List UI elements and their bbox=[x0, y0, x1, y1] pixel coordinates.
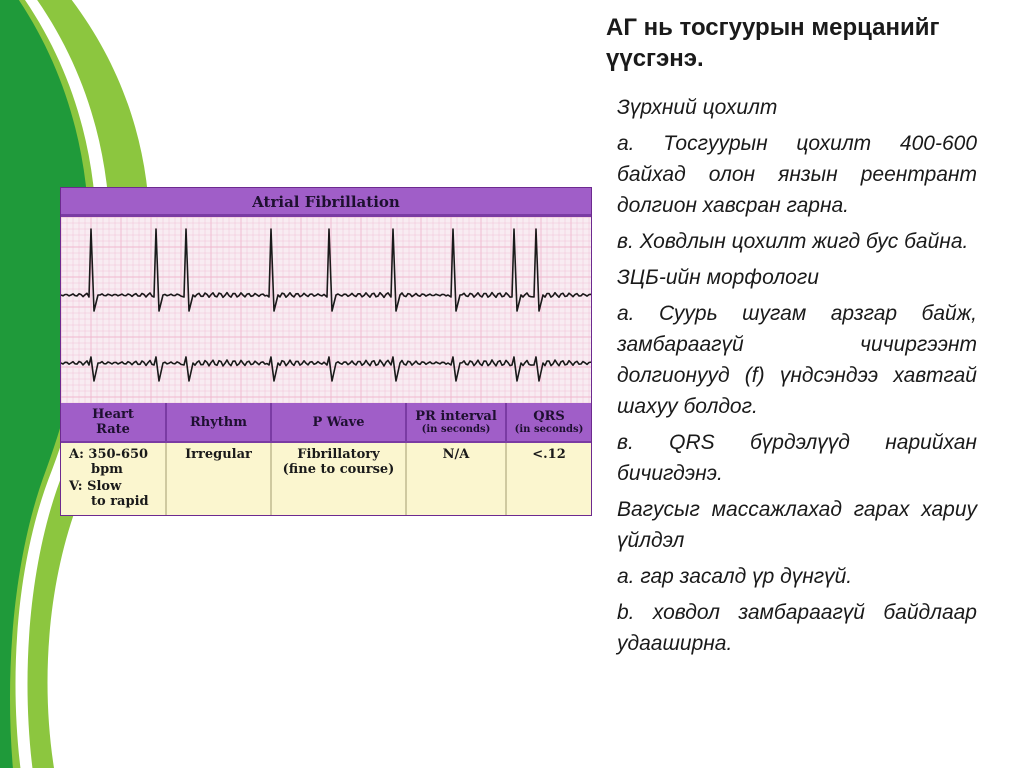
value-rhythm: Irregular bbox=[166, 442, 271, 515]
value-qrs: <.12 bbox=[506, 442, 591, 515]
paragraph-ventricular-rate: в. Ховдлын цохилт жигд бус байна. bbox=[617, 230, 969, 253]
ecg-trace-lower bbox=[61, 357, 591, 381]
ecg-trace-upper bbox=[61, 229, 591, 311]
header-pr-interval bbox=[406, 403, 506, 442]
slide-body bbox=[617, 92, 977, 664]
ecg-grid bbox=[61, 217, 591, 403]
header-qrs-label: QRS bbox=[533, 409, 565, 424]
header-pr-interval-unit: (in seconds) bbox=[421, 424, 491, 435]
p-wave-line2: (fine to course) bbox=[282, 462, 395, 477]
heart-rate-ventricular: V: Slow bbox=[69, 479, 122, 494]
heart-rate-atrial-unit: bpm bbox=[91, 462, 123, 477]
figure-title: Atrial Fibrillation bbox=[61, 188, 591, 217]
header-pr-interval-label: PR interval bbox=[415, 409, 497, 424]
header-heart-rate bbox=[61, 403, 166, 442]
value-pr-interval: N/A bbox=[406, 442, 506, 515]
header-p-wave: P Wave bbox=[271, 403, 406, 442]
paragraph-atrial-rate: а. Тосгуурын цохилт 400-600 байхад олон янзын реентрант долгион хавсран гарна. bbox=[617, 132, 977, 217]
afib-criteria-table bbox=[61, 403, 591, 515]
paragraph-ecg-morphology-heading: ЗЦБ-ийн морфологи bbox=[617, 266, 819, 289]
paragraph-vagal-b: b. ховдол замбараагүй байдлаар удааширна. bbox=[617, 601, 977, 655]
table-header-row bbox=[61, 403, 591, 442]
table-value-row bbox=[61, 442, 591, 515]
value-p-wave bbox=[271, 442, 406, 515]
header-qrs bbox=[506, 403, 591, 442]
header-qrs-unit: (in seconds) bbox=[514, 424, 584, 435]
atrial-fibrillation-figure bbox=[60, 187, 592, 516]
heart-rate-atrial: A: 350-650 bbox=[69, 447, 149, 462]
ecg-strip bbox=[61, 217, 591, 403]
header-rhythm: Rhythm bbox=[166, 403, 271, 442]
paragraph-vagal-heading: Вагусыг массажлахад гарах хариу үйлдэл bbox=[617, 498, 977, 552]
heart-rate-ventricular-detail: to rapid bbox=[91, 494, 149, 509]
value-heart-rate bbox=[61, 442, 166, 515]
paragraph-baseline: а. Суурь шугам арзгар байж, замбараагүй чичиргээнт долгионууд (f) үндсэндээ хавтгай шахуу болдог. bbox=[617, 302, 977, 418]
slide-title: АГ нь тосгуурын мерцанийг үүсгэнэ. bbox=[606, 14, 940, 72]
paragraph-heart-rate-heading: Зүрхний цохилт bbox=[617, 96, 778, 119]
header-heart-rate-line2: Rate bbox=[96, 422, 130, 437]
header-heart-rate-line1: Heart bbox=[92, 407, 134, 422]
paragraph-qrs: в. QRS бүрдэлүүд нарийхан бичигдэнэ. bbox=[617, 431, 977, 485]
p-wave-line1: Fibrillatory bbox=[297, 447, 380, 462]
paragraph-vagal-a: а. гар засалд үр дүнгүй. bbox=[617, 565, 853, 588]
